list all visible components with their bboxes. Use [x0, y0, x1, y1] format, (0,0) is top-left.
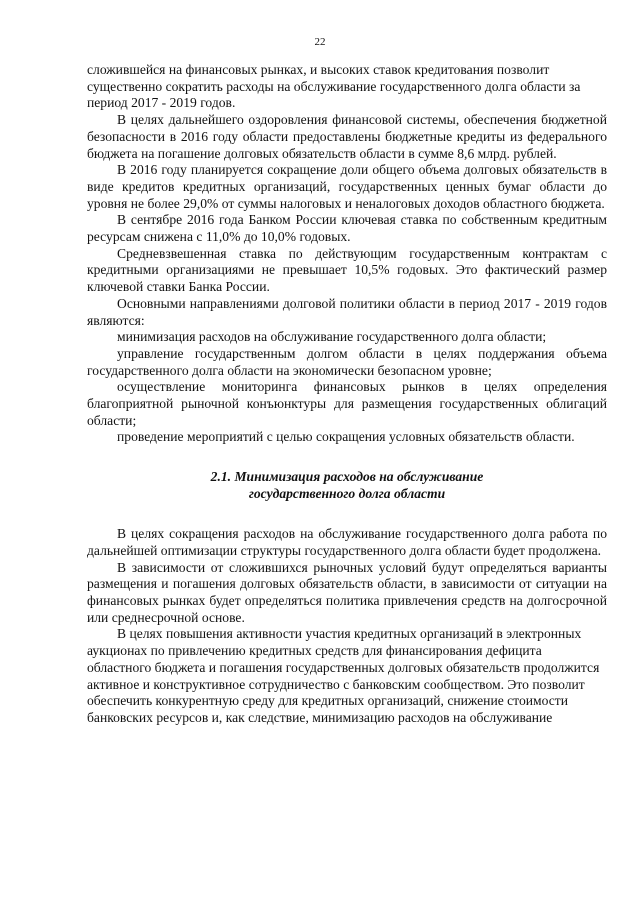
- document-body: [87, 62, 607, 727]
- paragraph: В сентябре 2016 года Банком России ключевая ставка по собственным кредитным ресурсам снижена с 11,0% до 10,0% годовых.: [87, 212, 607, 245]
- list-item: управление государственным долгом области в целях поддержания объема государственного долга области на экономически безопасном уровне;: [87, 345, 607, 378]
- list-item: проведение мероприятий с целью сокращения условных обязательств области.: [117, 429, 575, 445]
- paragraph: В целях дальнейшего оздоровления финансовой системы, обеспечения бюджетной безопасности в 2016 году области предоставлены бюджетные кредиты из федерального бюджета на погашение долговых обязательств области в сумме 8,6 млрд. рублей.: [87, 112, 607, 161]
- list-item: осуществление мониторинга финансовых рынков в целях определения благоприятной рыночной конъюнктуры для размещения государственных облигаций области;: [87, 379, 607, 428]
- paragraph: В целях сокращения расходов на обслуживание государственного долга работа по дальнейшей оптимизации структуры государственного долга области будет продолжена.: [87, 526, 607, 558]
- section-heading: [87, 468, 607, 502]
- paragraph: Основными направлениями долговой политики области в период 2017 - 2019 годов являются:: [87, 295, 607, 328]
- paragraph: сложившейся на финансовых рынках, и высоких ставок кредитования позволит существенно сократить расходы на обслуживание государственного долга области за период 2017 - 2019 годов.: [87, 62, 581, 111]
- page-number: 22: [314, 36, 326, 48]
- paragraph: В целях повышения активности участия кредитных организаций в электронных аукционах по привлечению кредитных средств для финансирования дефицита областного бюджета и погашения государственных долговых обязательств продолжится активное и конструктивное сотрудничество с банковским сообществом. Это позволит обеспечить конкурентную среду для кредитных организаций, снижение стоимости банковских ресурсов и, как следствие, минимизацию расходов на обслуживание: [87, 626, 600, 725]
- paragraph: Средневзвешенная ставка по действующим государственным контрактам с кредитными организациями не превышает 10,5% годовых. Это фактический размер ключевой ставки Банка России.: [87, 245, 607, 295]
- paragraph: В зависимости от сложившихся рыночных условий будут определяться варианты размещения и погашения долговых обязательств области, в зависимости от ситуации на финансовых рынках будет определяться политика привлечения средств на долгосрочной или среднесрочной основе.: [87, 559, 607, 625]
- paragraph: В 2016 году планируется сокращение доли общего объема долговых обязательств в виде кредитов кредитных организаций, государственных ценных бумаг области до уровня не более 29,0% от суммы налоговых и неналоговых доходов областного бюджета.: [87, 162, 607, 211]
- section-heading-line-1: 2.1. Минимизация расходов на обслуживание: [210, 469, 484, 485]
- list-item: минимизация расходов на обслуживание государственного долга области;: [117, 329, 547, 345]
- section-heading-line-2: государственного долга области: [248, 486, 446, 502]
